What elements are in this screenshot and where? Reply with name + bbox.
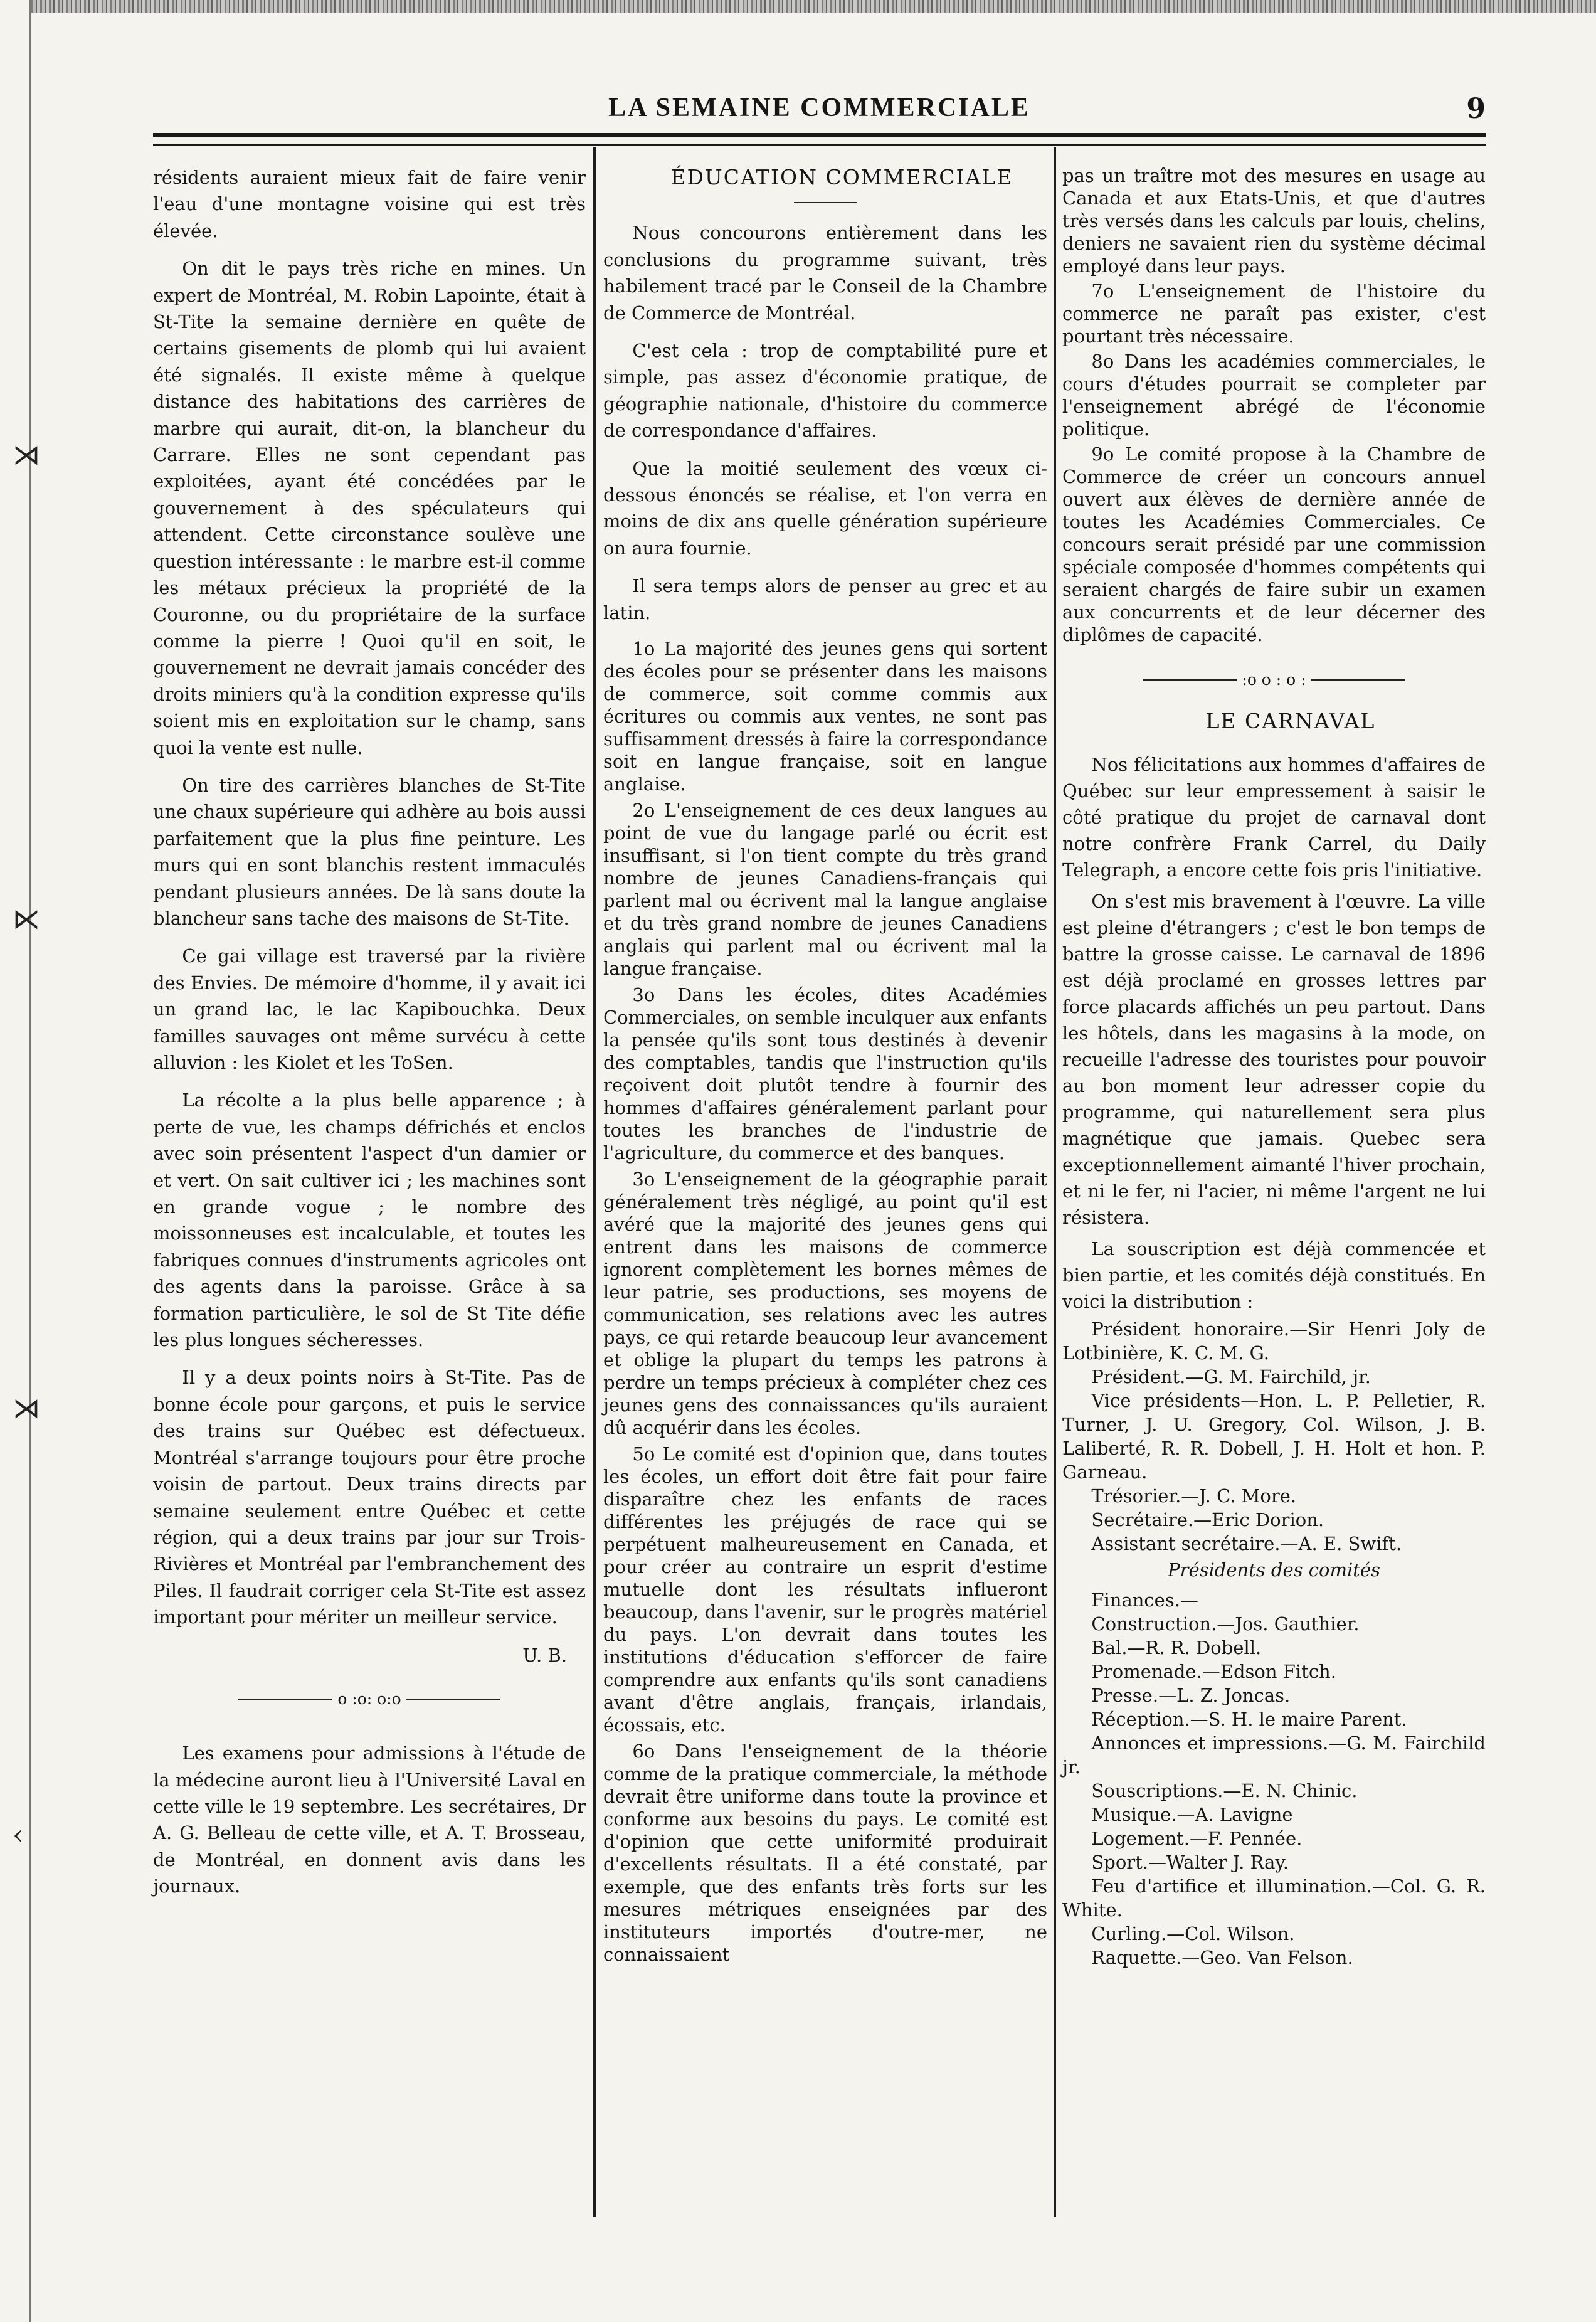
binding-mark: ‹ <box>13 1819 24 1851</box>
chair-entry: Curling.—Col. Wilson. <box>1091 1923 1295 1944</box>
chair-entry: Construction.—Jos. Gauthier. <box>1091 1613 1360 1635</box>
paragraph: Il sera temps alors de penser au grec et au latin. <box>603 575 1047 623</box>
chair-entry: Feu d'artifice et illumination.—Col. G. R. White. <box>1062 1875 1486 1921</box>
paragraph: 8o Dans les académies commerciales, le cours d'études pourrait se completer par l'enseignement abrégé de l'économie politique. <box>1062 351 1486 440</box>
scan-top-edge <box>31 0 1596 13</box>
heading-rule <box>794 202 857 203</box>
paragraph: La souscription est déjà commencée et bien partie, et les comités déjà constitués. En voici la distribution : <box>1062 1238 1486 1312</box>
chair-entry: Finances.— <box>1091 1589 1198 1611</box>
paragraph: Que la moitié seulement des vœux ci-dessous énoncés se réalise, et l'on verra en moins de dix ans quelle génération supérieure on aura fournie. <box>603 457 1047 559</box>
paragraph: Ce gai village est traversé par la rivière des Envies. De mémoire d'homme, il y avait ici un grand lac, le lac Kapibouchka. Deux familles sauvages ont même survécu à cette alluvion : les Kiolet et les ToSen. <box>153 945 586 1073</box>
column-1 <box>153 164 586 1911</box>
paragraph: Les examens pour admissions à l'étude de la médecine auront lieu à l'Université Laval en cette ville le 19 septembre. Les secrétaires, Dr A. G. Belleau de cette ville, et A. T. Brosseau, de Montréal, en donnent avis dans les journaux. <box>153 1742 586 1897</box>
section-separator <box>1062 667 1486 691</box>
article-heading: ÉDUCATION COMMERCIALE <box>670 165 1013 189</box>
scan-left-edge <box>29 0 31 2322</box>
chair-entry: Presse.—L. Z. Joncas. <box>1091 1685 1291 1706</box>
chair-entry: Réception.—S. H. le maire Parent. <box>1091 1709 1407 1730</box>
column-rule <box>593 147 596 2217</box>
committee-entry: Président honoraire.—Sir Henri Joly de Lotbinière, K. C. M. G. <box>1062 1318 1486 1364</box>
paragraph: 5o Le comité est d'opinion que, dans toutes les écoles, un effort doit être fait pour faire disparaître chez les enfants de races différentes les préjugés de race qui se perpétuent malheureusement en Canada, et pour créer au contraire un esprit d'estime mutuelle dont les résultats influeront beaucoup, dans l'avenir, sur le progrès matériel du pays. L'on devrait dans toutes les institutions d'éducation s'efforcer de faire comprendre aux enfants qu'ils sont canadiens avant d'être anglais, français, irlandais, écossais, etc. <box>603 1443 1047 1736</box>
paragraph: pas un traître mot des mesures en usage au Canada et aux Etats-Unis, et que d'autres très versés dans les calculs par louis, chelins, deniers ne savaient rien du système décimal employé dans leur pays. <box>1062 165 1486 277</box>
separator-ornament: o :o: o:o <box>337 1689 401 1708</box>
header-rule <box>153 133 1486 146</box>
binding-mark: ⋉ <box>13 903 40 935</box>
chair-entry: Souscriptions.—E. N. Chinic. <box>1091 1780 1358 1801</box>
column-3 <box>1062 164 1486 1969</box>
chair-entry: Raquette.—Geo. Van Felson. <box>1091 1947 1353 1968</box>
paragraph: On dit le pays très riche en mines. Un expert de Montréal, M. Robin Lapointe, était à St-Tite la semaine dernière en quête de certains gisements de plomb qui lui avaient été signalés. Il existe même à quelque distance des habitations des carrières de marbre qui aurait, dit-on, la blancheur du Carrare. Elles ne sont cependant pas exploitées, ayant été concédées par le gouvernement à des spéculateurs qui attendent. Cette circonstance soulève une question intéressante : le marbre est-il comme les métaux précieux la propriété de la Couronne, ou du propriétaire de la surface comme la pierre ! Quoi qu'il en soit, le gouvernement ne devrait jamais concéder des droits miniers qu'à la condition expresse qu'ils soient mis en exploitation sur le champ, sans quoi la vente est nulle. <box>153 258 586 758</box>
paragraph: 7o L'enseignement de l'histoire du commerce ne paraît pas exister, c'est pourtant très nécessaire. <box>1062 280 1486 347</box>
paragraph: Nous concourons entièrement dans les conclusions du programme suivant, très habilement tracé par le Conseil de la Chambre de Commerce de Montréal. <box>603 222 1047 324</box>
chairs-list <box>1062 1588 1486 1969</box>
paragraph: On s'est mis bravement à l'œuvre. La ville est pleine d'étrangers ; c'est le bon temps de battre la grosse caisse. Le carnaval de 1896 est déjà proclamé en grosses lettres par force placards affichés un peu partout. Dans les hôtels, dans les magasins à la mode, on recueille l'adresse des touristes pour pouvoir au bon moment leur adresser copie du programme, qui naturellement sera plus magnétique que jamais. Quebec sera exceptionnellement aimanté l'hiver prochain, et ni le fer, ni l'acier, ni même l'argent ne lui résistera. <box>1062 891 1486 1228</box>
committee-entry: Président.—G. M. Fairchild, jr. <box>1091 1366 1371 1387</box>
binding-mark: ⋊ <box>13 1392 40 1424</box>
separator-ornament: :o o : o : <box>1242 671 1306 689</box>
committee-entry: Trésorier.—J. C. More. <box>1091 1485 1297 1507</box>
paragraph: 3o Dans les écoles, dites Académies Commerciales, on semble inculquer aux enfants la pensée qu'ils sont tous destinés à devenir des comptables, tandis que l'instruction qu'ils reçoivent doit plutôt tendre à fournir des hommes d'affaires généralement parlant pour toutes les branches de l'industrie de l'agriculture, du commerce et des banques. <box>603 984 1047 1164</box>
section-separator <box>153 1685 586 1712</box>
committee-entry: Vice présidents—Hon. L. P. Pelletier, R. Turner, J. U. Gregory, Col. Wilson, J. B. Laliberté, R. R. Dobell, J. H. Holt et hon. P. Garneau. <box>1062 1390 1486 1483</box>
committee-entry: Assistant secrétaire.—A. E. Swift. <box>1091 1533 1402 1554</box>
article-signature: U. B. <box>522 1644 567 1666</box>
column-2 <box>603 164 1047 1966</box>
paragraph: Il y a deux points noirs à St-Tite. Pas de bonne école pour garçons, et puis le service des trains sur Québec est défectueux. Montréal s'arrange toujours pour être proche voisin de partout. Deux trains directs par semaine seulement entre Québec et cette région, qui a deux trains par jour sur Trois-Rivières et Montréal par l'embranchement des Piles. Il faudrait corriger cela St-Tite est assez important pour mériter un meilleur service. <box>153 1367 586 1628</box>
binding-mark: ⋊ <box>13 439 40 471</box>
article-heading: LE CARNAVAL <box>1205 709 1376 733</box>
chair-entry: Bal.—R. R. Dobell. <box>1091 1637 1262 1658</box>
committee-entry: Secrétaire.—Eric Dorion. <box>1091 1509 1324 1530</box>
chair-entry: Annonces et impressions.—G. M. Fairchild jr. <box>1062 1732 1486 1778</box>
paragraph: 6o Dans l'enseignement de la théorie comme de la pratique commerciale, la méthode devrait être uniforme dans toute la province et conforme aux besoins du pays. Le comité est d'opinion que cette uniformité produirait d'excellents résultats. Il a été constaté, par exemple, que des enfants très forts sur les mesures métriques enseignées par des instituteurs importés d'outre-mer, ne connaissaient <box>603 1741 1047 1966</box>
paragraph: 1o La majorité des jeunes gens qui sortent des écoles pour se présenter dans les maisons de commerce, soit comme commis aux écritures ou commis aux ventes, ne sont pas suffisamment dressés à faire la correspondance soit en langue française, soit en langue anglaise. <box>603 638 1047 795</box>
paragraph: 2o L'enseignement de ces deux langues au point de vue du langage parlé ou écrit est insuffisant, si l'on tient compte du très grand nombre de jeunes Canadiens-français qui parlent mal ou écrivent mal la langue anglaise et du très grand nombre de jeunes Canadiens anglais qui parlent mal ou écrivent mal la langue française. <box>603 800 1047 980</box>
chair-entry: Logement.—F. Pennée. <box>1091 1828 1303 1849</box>
paragraph: C'est cela : trop de comptabilité pure et simple, pas assez d'économie pratique, de géographie nationale, d'histoire du commerce de correspondance d'affaires. <box>603 340 1047 442</box>
committee-list <box>1062 1317 1486 1969</box>
chair-entry: Sport.—Walter J. Ray. <box>1091 1852 1289 1873</box>
paragraph: 9o Le comité propose à la Chambre de Commerce de créer un concours annuel ouvert aux élèves de dernière année de toutes les Académies Commerciales. Ce concours serait présidé par une commission spéciale composée d'hommes compétents qui seraient chargés de faire subir un examen aux concurrents et de leur décerner des diplômes de capacité. <box>1062 443 1486 645</box>
paragraph: Nos félicitations aux hommes d'affaires de Québec sur leur empressement à saisir le côté pratique du projet de carnaval dont notre confrère Frank Carrel, du Daily Telegraph, a encore cette fois pris l'initiative. <box>1062 754 1486 881</box>
paragraph: résidents auraient mieux fait de faire venir l'eau d'une montagne voisine qui est très élevée. <box>153 167 586 241</box>
page-title: LA SEMAINE COMMERCIALE <box>608 93 1030 122</box>
paragraph: 3o L'enseignement de la géographie parait généralement très négligé, au point qu'il est avéré que la majorité des jeunes gens qui entrent dans les maisons de commerce ignorent complètement les bornes mêmes de leur patrie, ses productions, ses moyens de communication, ses relations avec les autres pays, ce qui retarde beaucoup leur avancement et oblige la plupart du temps les patrons à perdre un temps précieux à compléter chez ces jeunes gens des connaissances qu'ils auraient dû acquérir dans les écoles. <box>603 1169 1047 1439</box>
page-number: 9 <box>1466 93 1486 125</box>
chairs-heading: Présidents des comités <box>1168 1559 1380 1581</box>
column-rule <box>1054 147 1056 2217</box>
paragraph: On tire des carrières blanches de St-Tite une chaux supérieure qui adhère au bois aussi parfaitement que la plus fine peinture. Les murs qui en sont blanchis restent immaculés pendant plusieurs années. De là sans doute la blancheur sans tache des maisons de St-Tite. <box>153 774 586 929</box>
paragraph: La récolte a la plus belle apparence ; à perte de vue, les champs défrichés et enclos avec soin présentent l'aspect d'un damier or et vert. On sait cultiver ici ; les machines sont en grande vogue ; le nombre des moissonneuses est incalculable, et toutes les fabriques connues d'instruments agricoles ont des agents dans la paroisse. Grâce à sa formation particulière, le sol de St Tite défie les plus longues sécheresses. <box>153 1089 586 1351</box>
chair-entry: Musique.—A. Lavigne <box>1091 1804 1293 1825</box>
page-header <box>153 82 1486 138</box>
chair-entry: Promenade.—Edson Fitch. <box>1091 1661 1336 1682</box>
